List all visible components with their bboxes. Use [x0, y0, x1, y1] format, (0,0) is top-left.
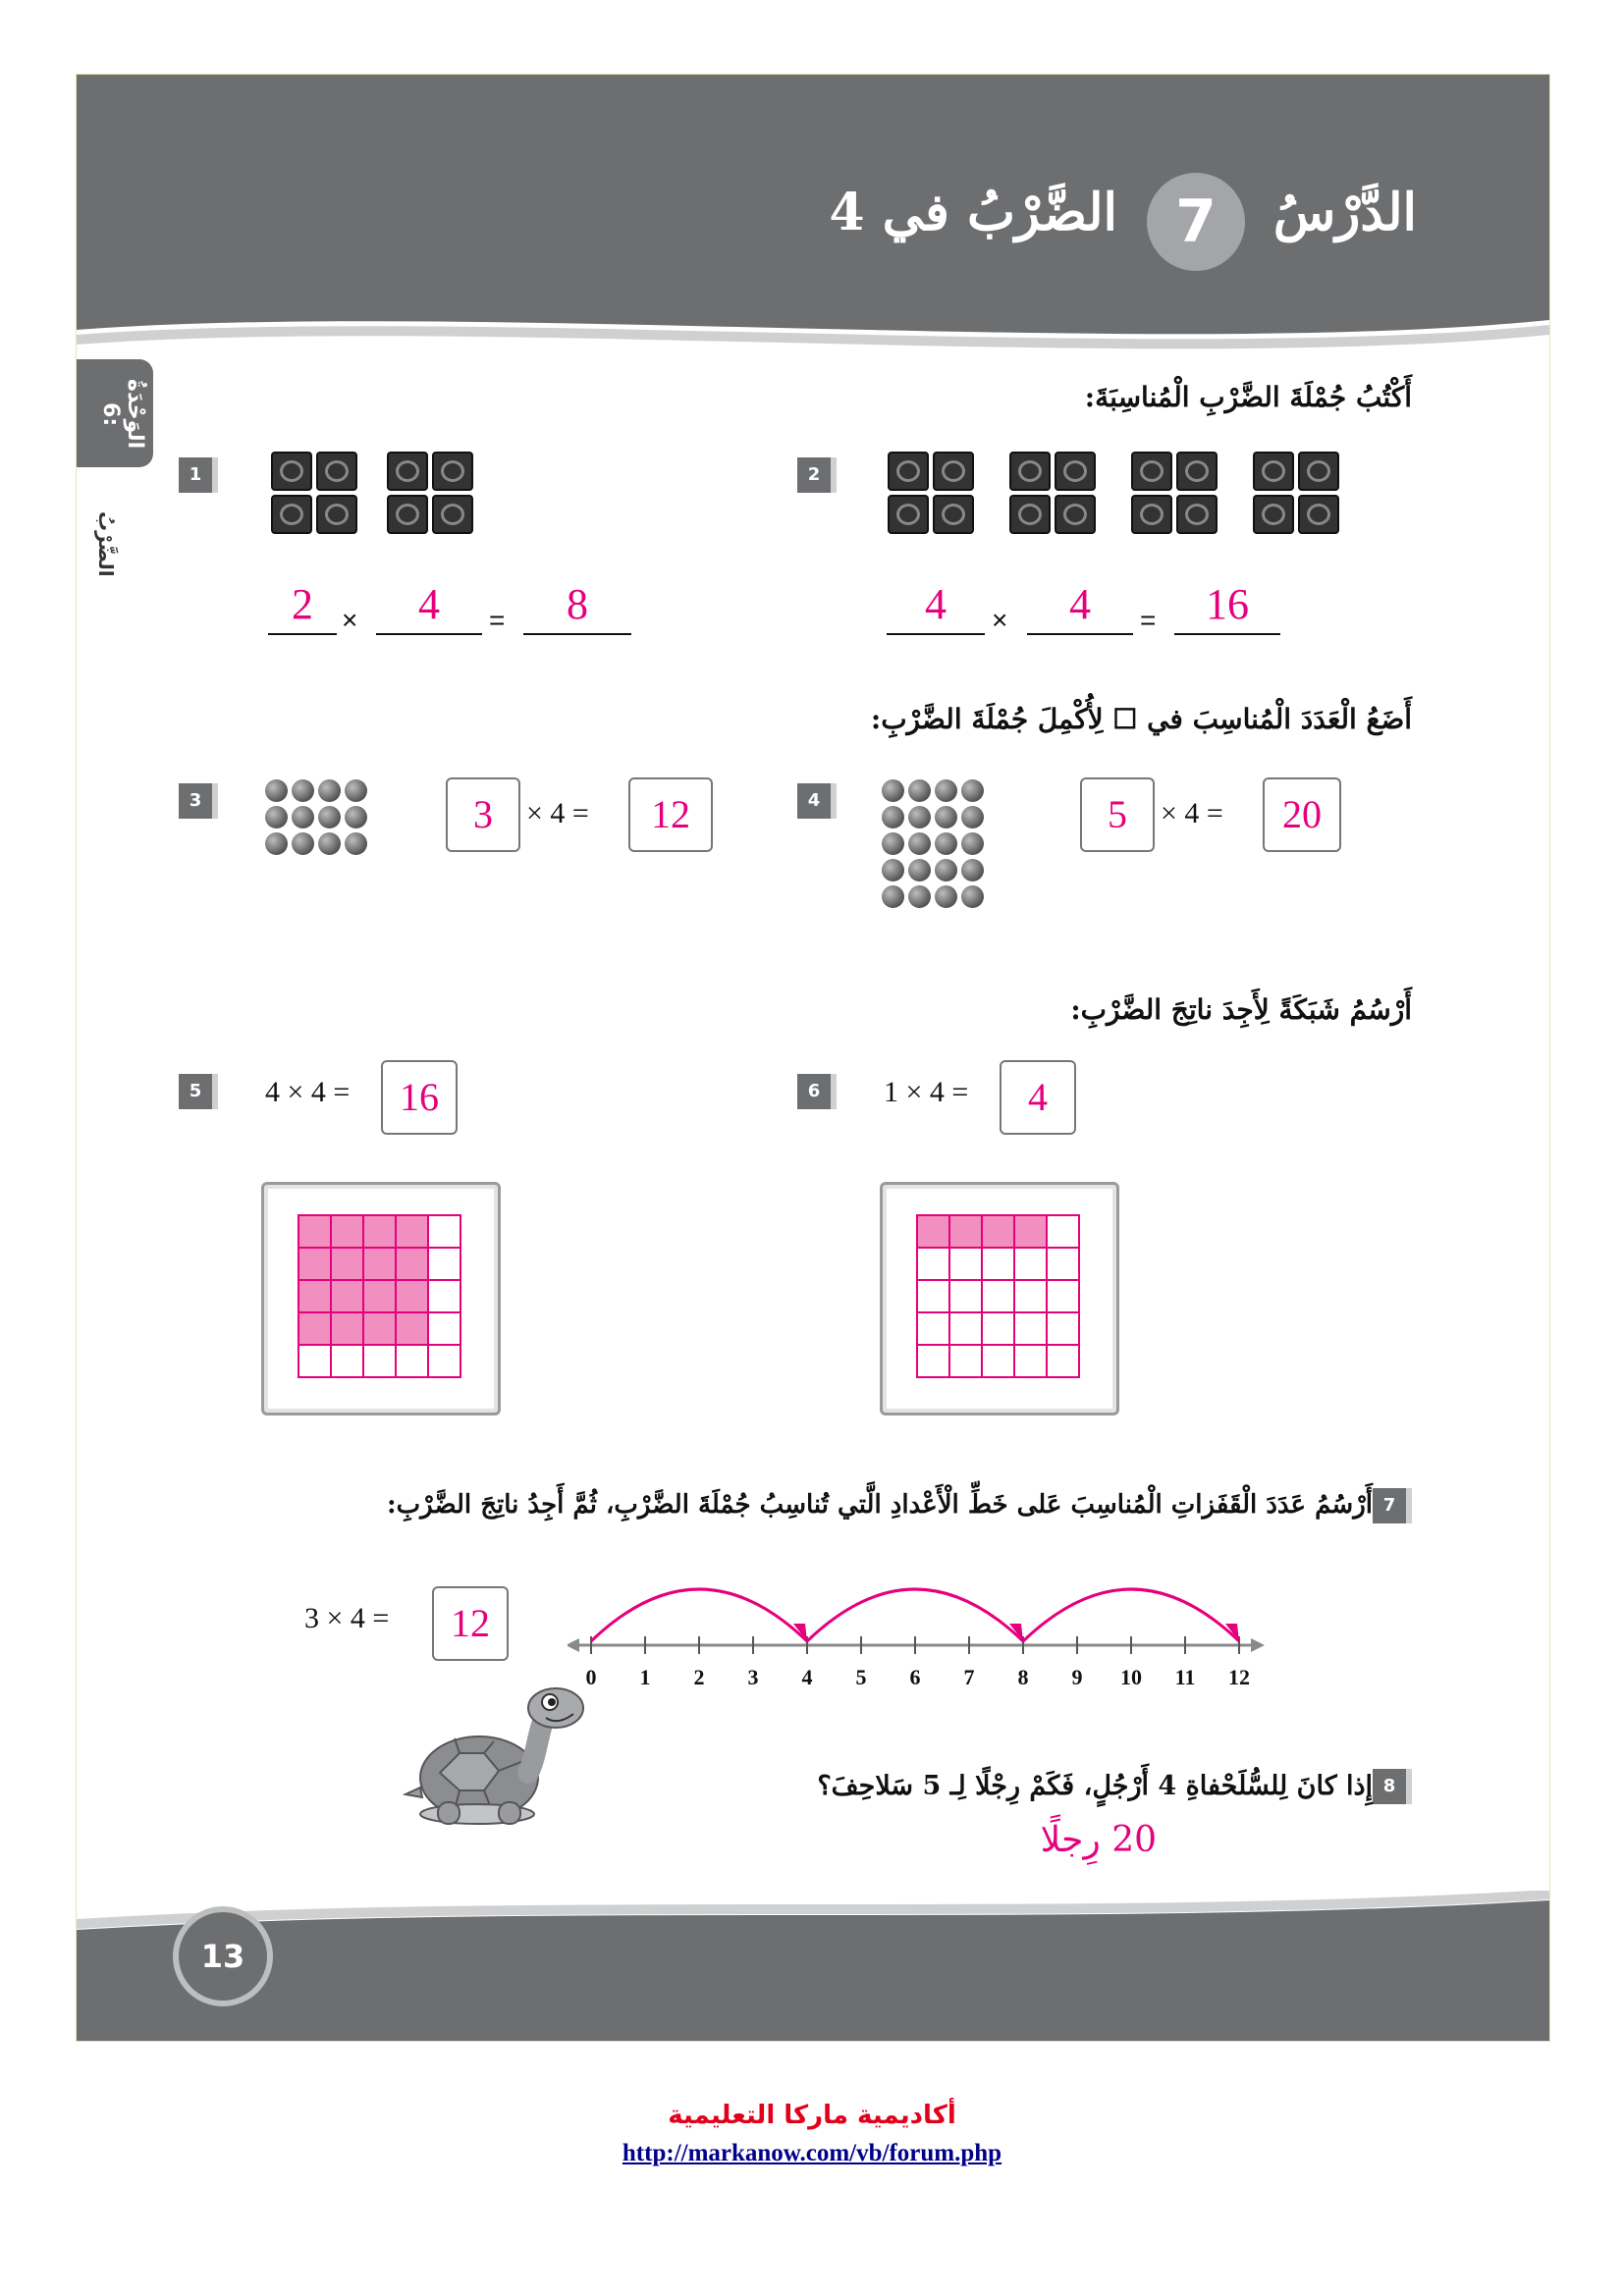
axis-arrow-left [568, 1638, 579, 1652]
tick-label: 11 [1174, 1665, 1196, 1689]
counter-array [882, 779, 984, 908]
counter-dot [908, 885, 931, 908]
multiplication-expression: 4 × 4 = [265, 1076, 351, 1108]
counter-dot [345, 832, 367, 855]
counter-dot [882, 885, 904, 908]
answer-box: 5 [1080, 777, 1155, 852]
grid-cell [1015, 1313, 1048, 1346]
answer-blank [376, 633, 482, 635]
tick-label: 8 [1017, 1665, 1029, 1689]
answer-factor-a: 4 [925, 580, 947, 628]
grid-cell [1015, 1346, 1048, 1378]
answer-blank [1027, 633, 1133, 635]
grid-cell [332, 1346, 364, 1378]
tick-label: 12 [1228, 1665, 1250, 1689]
answer-product: 8 [567, 580, 588, 628]
counter-dot [961, 779, 984, 802]
grid-cell [397, 1313, 429, 1346]
counter-dot [908, 779, 931, 802]
counter-dot [318, 832, 341, 855]
counter-dot [935, 832, 957, 855]
grid-cell [950, 1281, 983, 1313]
counter-array [265, 779, 367, 855]
grid-cell [299, 1313, 332, 1346]
section-a-instruction: أَكْتُبُ جُمْلَةَ الضَّرْبِ الْمُناسِبَةَ: [1084, 381, 1412, 413]
grid-cell [1015, 1281, 1048, 1313]
grid-cell [397, 1346, 429, 1378]
grid-cell [918, 1249, 950, 1281]
lesson-title: الضَّرْبُ في 4 [829, 183, 1117, 242]
unit-subject: الضَّرْبُ [94, 511, 118, 577]
grid-cell [364, 1216, 397, 1249]
problem-number-tag: 6 [797, 1074, 831, 1109]
grid-cell [429, 1346, 461, 1378]
tick-label: 10 [1120, 1665, 1142, 1689]
answer-box: 16 [381, 1060, 458, 1135]
grid-cell [299, 1281, 332, 1313]
grid-cell [918, 1281, 950, 1313]
footer-swoosh [77, 1891, 1549, 1959]
grid-cell [429, 1281, 461, 1313]
counter-dot [265, 806, 288, 828]
answer-factor-a: 2 [292, 580, 313, 628]
multiplication-expression: 3 × 4 = [304, 1602, 390, 1634]
answer-blank [268, 633, 337, 635]
tick-label: 4 [801, 1665, 813, 1689]
section-e-answer: 20 رِجلًا [1040, 1820, 1157, 1860]
counter-dot [882, 832, 904, 855]
grid-cell [918, 1216, 950, 1249]
jump-arc [807, 1589, 1023, 1641]
worksheet-page [77, 75, 1549, 2041]
answer-box: 20 [1263, 777, 1341, 852]
lesson-word: الدَّرْسُ [1272, 183, 1417, 242]
section-e-question: إِذا كانَ لِلسُّلَحْفاةِ 4 أَرْجُلٍ، فَكَمْ رِجْلًا لِـ 5 سَلاحِفَ؟ [817, 1771, 1373, 1801]
section-b-instruction: أَضَعُ الْعَدَدَ الْمُناسِبَ في ☐ لِأُكْمِلَ جُمْلَةَ الضَّرْبِ: [870, 703, 1412, 735]
counter-dot [882, 859, 904, 881]
cube-group [1253, 452, 1341, 538]
header-swoosh [77, 300, 1549, 389]
counter-dot [935, 806, 957, 828]
answer-factor-b: 4 [418, 580, 440, 628]
answer-box: 4 [1000, 1060, 1076, 1135]
counter-dot [265, 832, 288, 855]
counter-dot [345, 779, 367, 802]
grid-cell [397, 1249, 429, 1281]
watermark-academy-name: أكاديمية ماركا التعليمية [668, 2101, 956, 2130]
counter-dot [935, 885, 957, 908]
counter-dot [292, 832, 314, 855]
counter-dot [265, 779, 288, 802]
times-four-text: × 4 = [1161, 797, 1223, 829]
array-grid [298, 1214, 461, 1378]
counter-dot [292, 806, 314, 828]
grid-cell [397, 1281, 429, 1313]
counter-dot [961, 806, 984, 828]
counter-dot [908, 806, 931, 828]
counter-dot [318, 779, 341, 802]
cube-group [271, 452, 359, 538]
problem-number-tag: 4 [797, 783, 831, 819]
tick-label: 3 [747, 1665, 759, 1689]
answer-box: 12 [628, 777, 713, 852]
footer-band [77, 1951, 1549, 2041]
page-number: 13 [173, 1906, 273, 2006]
counter-dot [292, 779, 314, 802]
grid-cell [950, 1216, 983, 1249]
grid-cell [983, 1281, 1015, 1313]
grid-cell [299, 1216, 332, 1249]
grid-cell [364, 1249, 397, 1281]
grid-cell [1015, 1216, 1048, 1249]
unit-tab-label: الوَحْدَةُ 6: [98, 379, 147, 450]
equals-sign: = [489, 605, 506, 635]
number-line [568, 1527, 1314, 1694]
lesson-number-badge: 7 [1147, 173, 1245, 271]
tick-label: 7 [963, 1665, 975, 1689]
tick-label: 1 [639, 1665, 651, 1689]
counter-dot [345, 806, 367, 828]
answer-box: 3 [446, 777, 520, 852]
grid-cell [950, 1249, 983, 1281]
grid-card [880, 1182, 1119, 1415]
tick-label: 0 [585, 1665, 597, 1689]
answer-factor-b: 4 [1069, 580, 1091, 628]
counter-dot [908, 832, 931, 855]
times-sign: × [342, 605, 358, 635]
times-four-text: × 4 = [526, 797, 589, 829]
grid-cell [950, 1346, 983, 1378]
grid-cell [918, 1313, 950, 1346]
grid-cell [332, 1313, 364, 1346]
grid-cell [1048, 1249, 1080, 1281]
problem-number-tag: 1 [179, 457, 212, 493]
grid-cell [1048, 1216, 1080, 1249]
counter-dot [882, 779, 904, 802]
cube-group [387, 452, 475, 538]
cube-group [1131, 452, 1219, 538]
grid-cell [950, 1313, 983, 1346]
grid-cell [332, 1216, 364, 1249]
counter-dot [318, 806, 341, 828]
problem-number-tag: 8 [1373, 1769, 1406, 1804]
tick-label: 6 [909, 1665, 921, 1689]
grid-cell [983, 1249, 1015, 1281]
section-c-instruction: أَرْسُمُ شَبَكَةً لِأَجِدَ ناتِجَ الضَّرْبِ: [1070, 993, 1412, 1026]
multiplication-expression: 1 × 4 = [884, 1076, 969, 1108]
grid-cell [1015, 1249, 1048, 1281]
counter-dot [961, 832, 984, 855]
grid-cell [332, 1281, 364, 1313]
problem-number-tag: 5 [179, 1074, 212, 1109]
counter-dot [935, 859, 957, 881]
counter-dot [961, 885, 984, 908]
turtle-illustration [401, 1684, 597, 1832]
answer-blank [523, 633, 631, 635]
array-grid [916, 1214, 1080, 1378]
answer-blank [1174, 633, 1280, 635]
watermark-link[interactable]: http://markanow.com/vb/forum.php [622, 2140, 1002, 2166]
axis-arrow-right [1251, 1638, 1265, 1652]
counter-dot [935, 779, 957, 802]
grid-cell [983, 1346, 1015, 1378]
grid-card [261, 1182, 501, 1415]
problem-number-tag: 2 [797, 457, 831, 493]
grid-cell [429, 1216, 461, 1249]
grid-cell [918, 1346, 950, 1378]
cube-group [888, 452, 976, 538]
grid-cell [1048, 1346, 1080, 1378]
tick-label: 9 [1071, 1665, 1083, 1689]
grid-cell [983, 1313, 1015, 1346]
tick-label: 2 [693, 1665, 705, 1689]
grid-cell [364, 1281, 397, 1313]
grid-cell [299, 1346, 332, 1378]
counter-dot [908, 859, 931, 881]
jump-arc [591, 1589, 807, 1641]
section-d-instruction: أَرْسُمُ عَدَدَ الْقَفَزاتِ الْمُناسِبَ عَلى خَطِّ الْأَعْدادِ الَّتي تُناسِبُ جُمْلَةَ الضَّرْبِ، ثُمَّ أَجِدُ ناتِجَ الضَّرْبِ: [387, 1490, 1373, 1520]
jump-arc [1023, 1589, 1239, 1641]
counter-dot [882, 806, 904, 828]
grid-cell [429, 1249, 461, 1281]
grid-cell [364, 1313, 397, 1346]
answer-blank [887, 633, 985, 635]
grid-cell [332, 1249, 364, 1281]
problem-number-tag: 3 [179, 783, 212, 819]
problem-number-tag: 7 [1373, 1488, 1406, 1523]
cube-group [1009, 452, 1098, 538]
equals-sign: = [1140, 605, 1157, 635]
grid-cell [1048, 1281, 1080, 1313]
tick-label: 5 [855, 1665, 867, 1689]
grid-cell [299, 1249, 332, 1281]
answer-product: 16 [1206, 580, 1249, 628]
times-sign: × [992, 605, 1008, 635]
grid-cell [983, 1216, 1015, 1249]
answer-box: 12 [432, 1586, 509, 1661]
grid-cell [429, 1313, 461, 1346]
grid-cell [1048, 1313, 1080, 1346]
grid-cell [364, 1346, 397, 1378]
counter-dot [961, 859, 984, 881]
grid-cell [397, 1216, 429, 1249]
